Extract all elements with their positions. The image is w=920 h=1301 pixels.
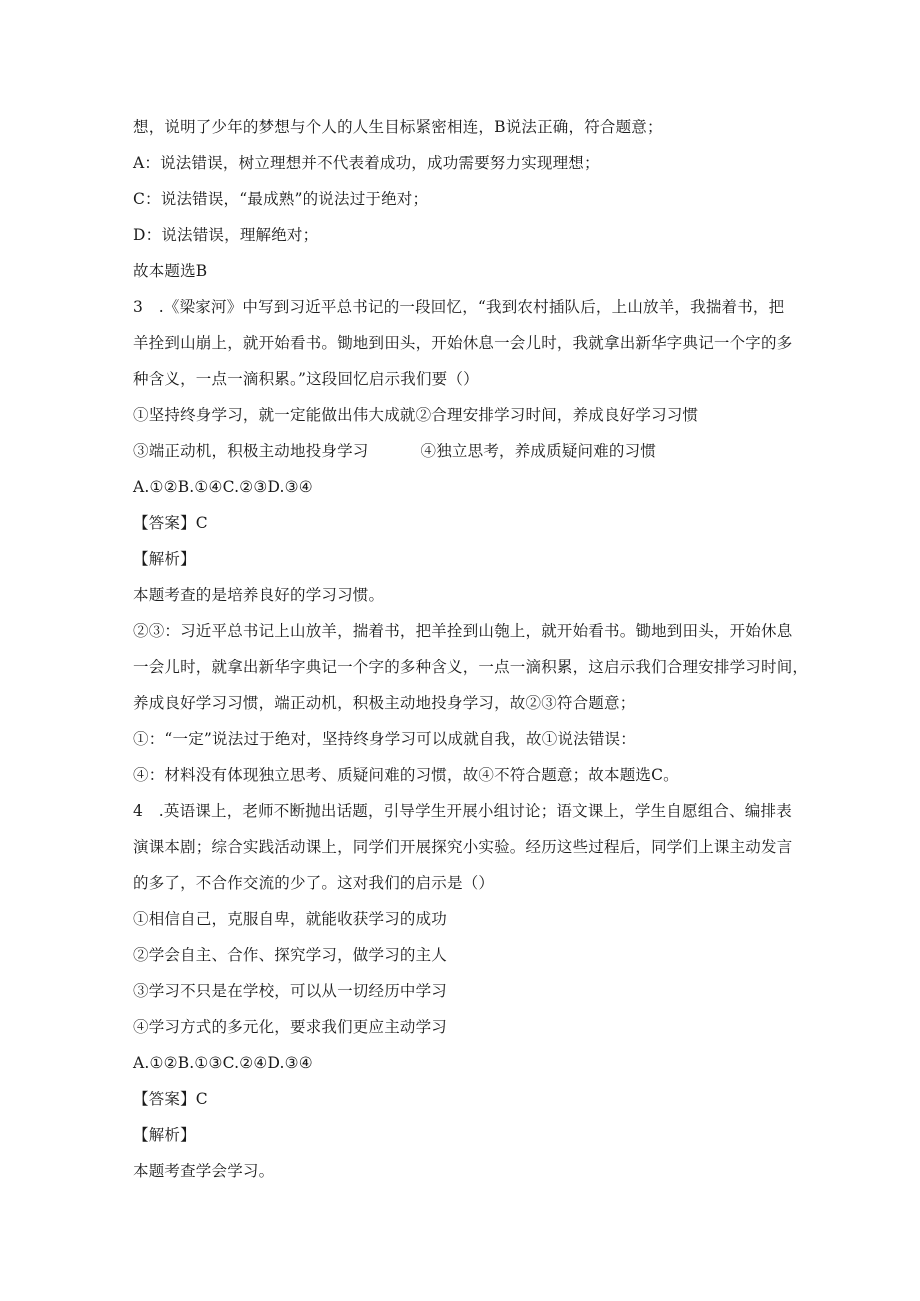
text-line: D：说法错误，理解绝对；	[133, 226, 319, 244]
analysis-label: 【解析】	[133, 1126, 196, 1144]
answer-label: 【答案】C	[133, 514, 208, 532]
text-line: A：说法错误，树立理想并不代表着成功，成功需要努力实现理想；	[133, 154, 600, 172]
text-line: 本题考查的是培养良好的学习习惯。	[133, 586, 385, 604]
option-line: ③学习不只是在学校，可以从一切经历中学习	[133, 982, 448, 1000]
answer-label: 【答案】C	[133, 1090, 208, 1108]
text-line: 一会儿时，就拿出新华字典记一个字的多种含义，一点一滴积累，这启示我们合理安排学习时间，	[133, 658, 809, 676]
choices-line: A.①②B.①④C.②③D.③④	[133, 478, 313, 496]
option-line: ④学习方式的多元化，要求我们更应主动学习	[133, 1018, 448, 1036]
option-line	[133, 441, 656, 461]
text-line: ④：材料没有体现独立思考、质疑问难的习惯，故④不符合题意；故本题选C。	[133, 766, 679, 784]
text-line: 故本题选B	[133, 262, 208, 280]
text-line: 本题考查学会学习。	[133, 1162, 275, 1180]
question-3-line: 3 .《梁家河》中写到习近平总书记的一段回忆，“我到农村插队后，上山放羊，我揣着书，把	[133, 298, 785, 316]
text-line: 演课本剧；综合实践活动课上，同学们开展探究小实验。经历这些过程后，同学们上课主动发言	[133, 838, 793, 856]
option-line: ①相信自己，克服自卑，就能收获学习的成功	[133, 910, 448, 928]
text-line: 想，说明了少年的梦想与个人的人生目标紧密相连，B说法正确，符合题意；	[133, 118, 663, 136]
text-line: 养成良好学习习惯，端正动机，积极主动地投身学习，故②③符合题意；	[133, 694, 636, 712]
option-4: ④独立思考，养成质疑问难的习惯	[420, 442, 657, 460]
option-3: ③端正动机，积极主动地投身学习	[133, 442, 369, 460]
text-line: ①：“一定”说法过于绝对，坚持终身学习可以成就自我，故①说法错误：	[133, 730, 636, 748]
text-line: ②③：习近平总书记上山放羊，揣着书，把羊拴到山匏上，就开始看书。锄地到田头，开始休息	[133, 622, 793, 640]
text-line: C：说法错误，“最成熟”的说法过于绝对；	[133, 190, 429, 208]
analysis-label: 【解析】	[133, 550, 196, 568]
text-line: 羊拴到山崩上，就开始看书。锄地到田头，开始休息一会儿时，我就拿出新华字典记一个字的多	[133, 334, 793, 352]
question-4-line: 4 .英语课上，老师不断抛出话题，引导学生开展小组讨论；语文课上，学生自愿组合、编排表	[133, 802, 792, 820]
text-line: 的多了，不合作交流的少了。这对我们的启示是（）	[133, 874, 495, 892]
choices-line: A.①②B.①③C.②④D.③④	[133, 1054, 313, 1072]
text-line: 种含义，一点一滴积累。”这段回忆启示我们要（）	[133, 370, 479, 388]
option-line: ②学会自主、合作、探究学习，做学习的主人	[133, 946, 448, 964]
option-line: ①坚持终身学习，就一定能做出伟大成就②合理安排学习时间，养成良好学习习惯	[133, 406, 699, 424]
